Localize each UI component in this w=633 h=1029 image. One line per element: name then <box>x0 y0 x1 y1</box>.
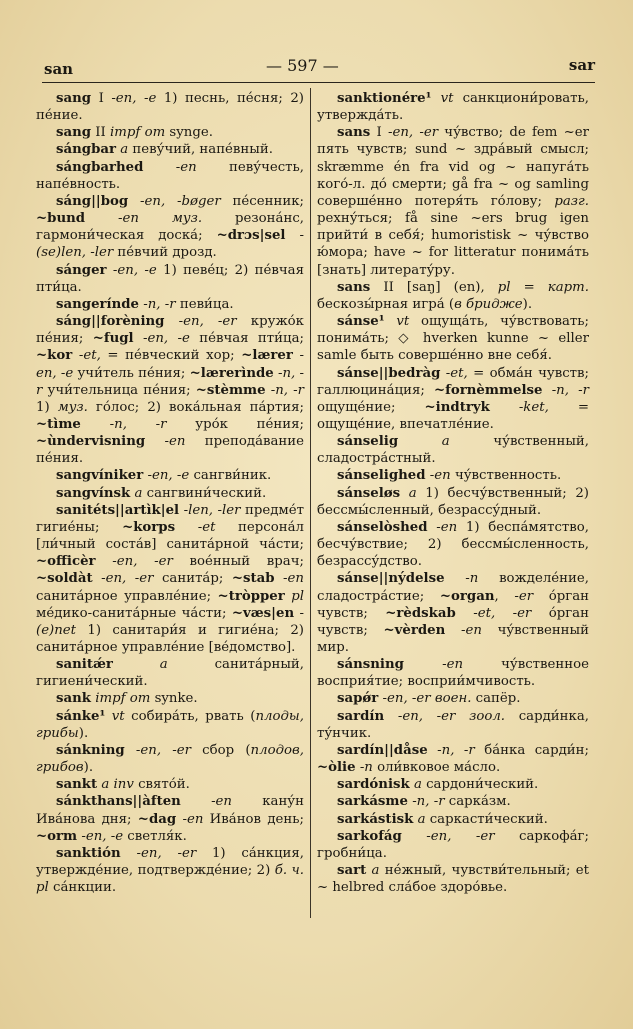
dictionary-entry: sánger -en, -e 1) певе́ц; 2) пе́вчая пти́ца. <box>36 262 304 295</box>
dictionary-entry: sánse||nýdelse -n вожделе́ние, сладостра́стие; ~organ, -er о́рган чувств; ~rèdskab -et, -er о́рган чувств; ~vèrden -en чу́вственный мир. <box>317 571 589 655</box>
dictionary-entry: sart a не́жный, чувстви́тельный; et ~ helbred сла́бое здоро́вье. <box>317 863 590 896</box>
dictionary-entry: sánkthans||àften -en кану́н Ива́нова дня; ~dag -en Ива́нов день; ~orm -en, -e светля́к. <box>36 794 304 844</box>
dictionary-entry: sarkofág -en, -er саркофа́г; гробни́ца. <box>317 828 589 861</box>
page-number: — 597 — <box>266 56 339 75</box>
dictionary-entry: sardín -en, -er зоол. сарди́нка, ту́нчик. <box>317 708 590 741</box>
dictionary-entry: sardónisk a сардони́ческий. <box>337 777 539 793</box>
left-column <box>36 90 304 896</box>
dictionary-entry: sardín||dåse -n, -r ба́нка сарди́н; ~òlie -n оли́вковое ма́сло. <box>317 742 590 776</box>
dictionary-entry: sarkástisk a саркасти́ческий. <box>337 811 548 827</box>
dictionary-entry: sanitéts||artìk|el -len, -ler предме́т гигие́ны; ~korps -et персона́л [ли́чный соста́в] санита́рной ча́сти; ~officèr -en, -er вое́нный врач; ~soldàt -en, -er санита́р; ~stab -en санита́рное управле́ние; ~tròpper pl ме́дико-санита́рные ча́сти; ~væs|en -(e)net 1) санитари́я и гигие́на; 2) санита́рное управле́ние [ве́домство]. <box>36 502 304 655</box>
header-rule <box>42 82 595 83</box>
dictionary-entry: sánseløs a 1) бесчу́вственный; 2) бессмы́сленный, безрассу́дный. <box>317 485 589 518</box>
dictionary-entry: sanktión -en, -er 1) са́нкция, утвержде́ние, подтвержде́ние; 2) б. ч. pl са́нкции. <box>36 845 305 896</box>
dictionary-entry: sánselighed -en чу́вственность. <box>337 468 562 484</box>
dictionary-entry: sangerínde -n, -r певи́ца. <box>56 296 234 312</box>
dictionary-entry: sáng||bog -en, -bøger пе́сенник; ~bund -en муз. резона́нс, гармони́ческая доска́; ~drɔs|sel -(se)len, -ler пе́вчий дрозд. <box>36 193 304 261</box>
dictionary-entry: sánse¹ vt ощуща́ть, чу́вствовать; понима́ть; ◇ hverken kunne ~ eller samle быть соверше́нно вне себя́. <box>317 314 590 364</box>
dictionary-entry: sangvíniker -en, -e сангви́ник. <box>56 468 272 484</box>
dictionary-entry: sanitǽr a санита́рный, гигиени́ческий. <box>36 657 305 690</box>
dictionary-entry: sánse||bedràg -et, = обма́н чувств; галлюцина́ция; ~fornèmmelse -n, -r ощуще́ние; ~indtryk -ket, = ощуще́ние, впечатле́ние. <box>317 365 589 432</box>
header-left-catchword: san <box>44 60 74 78</box>
dictionary-entry: sank impf om synke. <box>56 691 198 707</box>
dictionary-entry: sang I -en, -e 1) песнь, пе́сня; 2) пе́ние. <box>36 91 304 124</box>
page-header <box>44 56 595 80</box>
right-column <box>317 90 589 896</box>
dictionary-entry: sáng||forèning -en, -er кружо́к пе́ния; ~fugl -en, -e пе́вчая пти́ца; ~kor -et, = пе́вческий хор; ~lærer -en, -e учи́тель пе́ния; ~lærerìnde -n, -r учи́тельница пе́ния; ~stèmme -n, -r 1) муз. го́лос; 2) вока́льная па́ртия; ~tìme -n, -r уро́к пе́ния; ~ùndervisning -en препода́вание пе́ния. <box>36 314 305 467</box>
dictionary-entry: sánke¹ vt собира́ть, рвать (плоды, грибы). <box>36 708 304 741</box>
dictionary-entry: sangvínsk a сангвини́ческий. <box>56 485 267 501</box>
dictionary-entry: sans II [saŋ] (en), pl = карт. бескозы́рная игра́ (в бридже). <box>317 279 589 312</box>
dictionary-entry: sarkásme -n, -r сарка́зм. <box>337 794 511 810</box>
dictionary-entry: sanktionére¹ vt санкциони́ровать, утвержда́ть. <box>317 91 590 124</box>
dictionary-entry: sánsning -en чу́вственное восприя́тие; восприи́мчивость. <box>317 657 589 690</box>
column-divider <box>310 88 311 918</box>
dictionary-entry: sang II impf om synge. <box>56 125 213 141</box>
dictionary-entry: sans I -en, -er чу́вство; de fem ~er пять чувств; sund ~ здра́вый смысл; skræmme én fra vid og ~ напуга́ть кого́-л. до́ смерти; gå fra ~ og samling соверше́нно потеря́ть го́лову; разг. рехну́ться; få sine ~ers brug igen прийти́ в себя́; humoristisk ~ чу́вство ю́мора; have ~ for litteratur понима́ть [знать] литерату́ру. <box>317 125 589 278</box>
dictionary-entry: sángbar a певу́чий, напе́вный. <box>56 142 273 158</box>
dictionary-entry: sapǿr -en, -er воен. сапёр. <box>337 691 521 707</box>
entry-headword: sanktionére¹ <box>337 91 432 106</box>
dictionary-entry: sánselig a чу́вственный, сладостра́стный. <box>317 434 589 467</box>
dictionary-entry: sángbarhed -en певу́честь, напе́вность. <box>36 159 305 192</box>
dictionary-entry: sankt a inv свято́й. <box>56 777 190 793</box>
header-right-catchword: sar <box>568 56 595 74</box>
dictionary-entry: sánselòshed -en 1) беспа́мятство, бесчу́вствие; 2) бессмы́сленность, безрассу́дство. <box>317 519 589 570</box>
dictionary-entry: sánkning -en, -er сбор (плодов, грибов). <box>36 742 304 776</box>
